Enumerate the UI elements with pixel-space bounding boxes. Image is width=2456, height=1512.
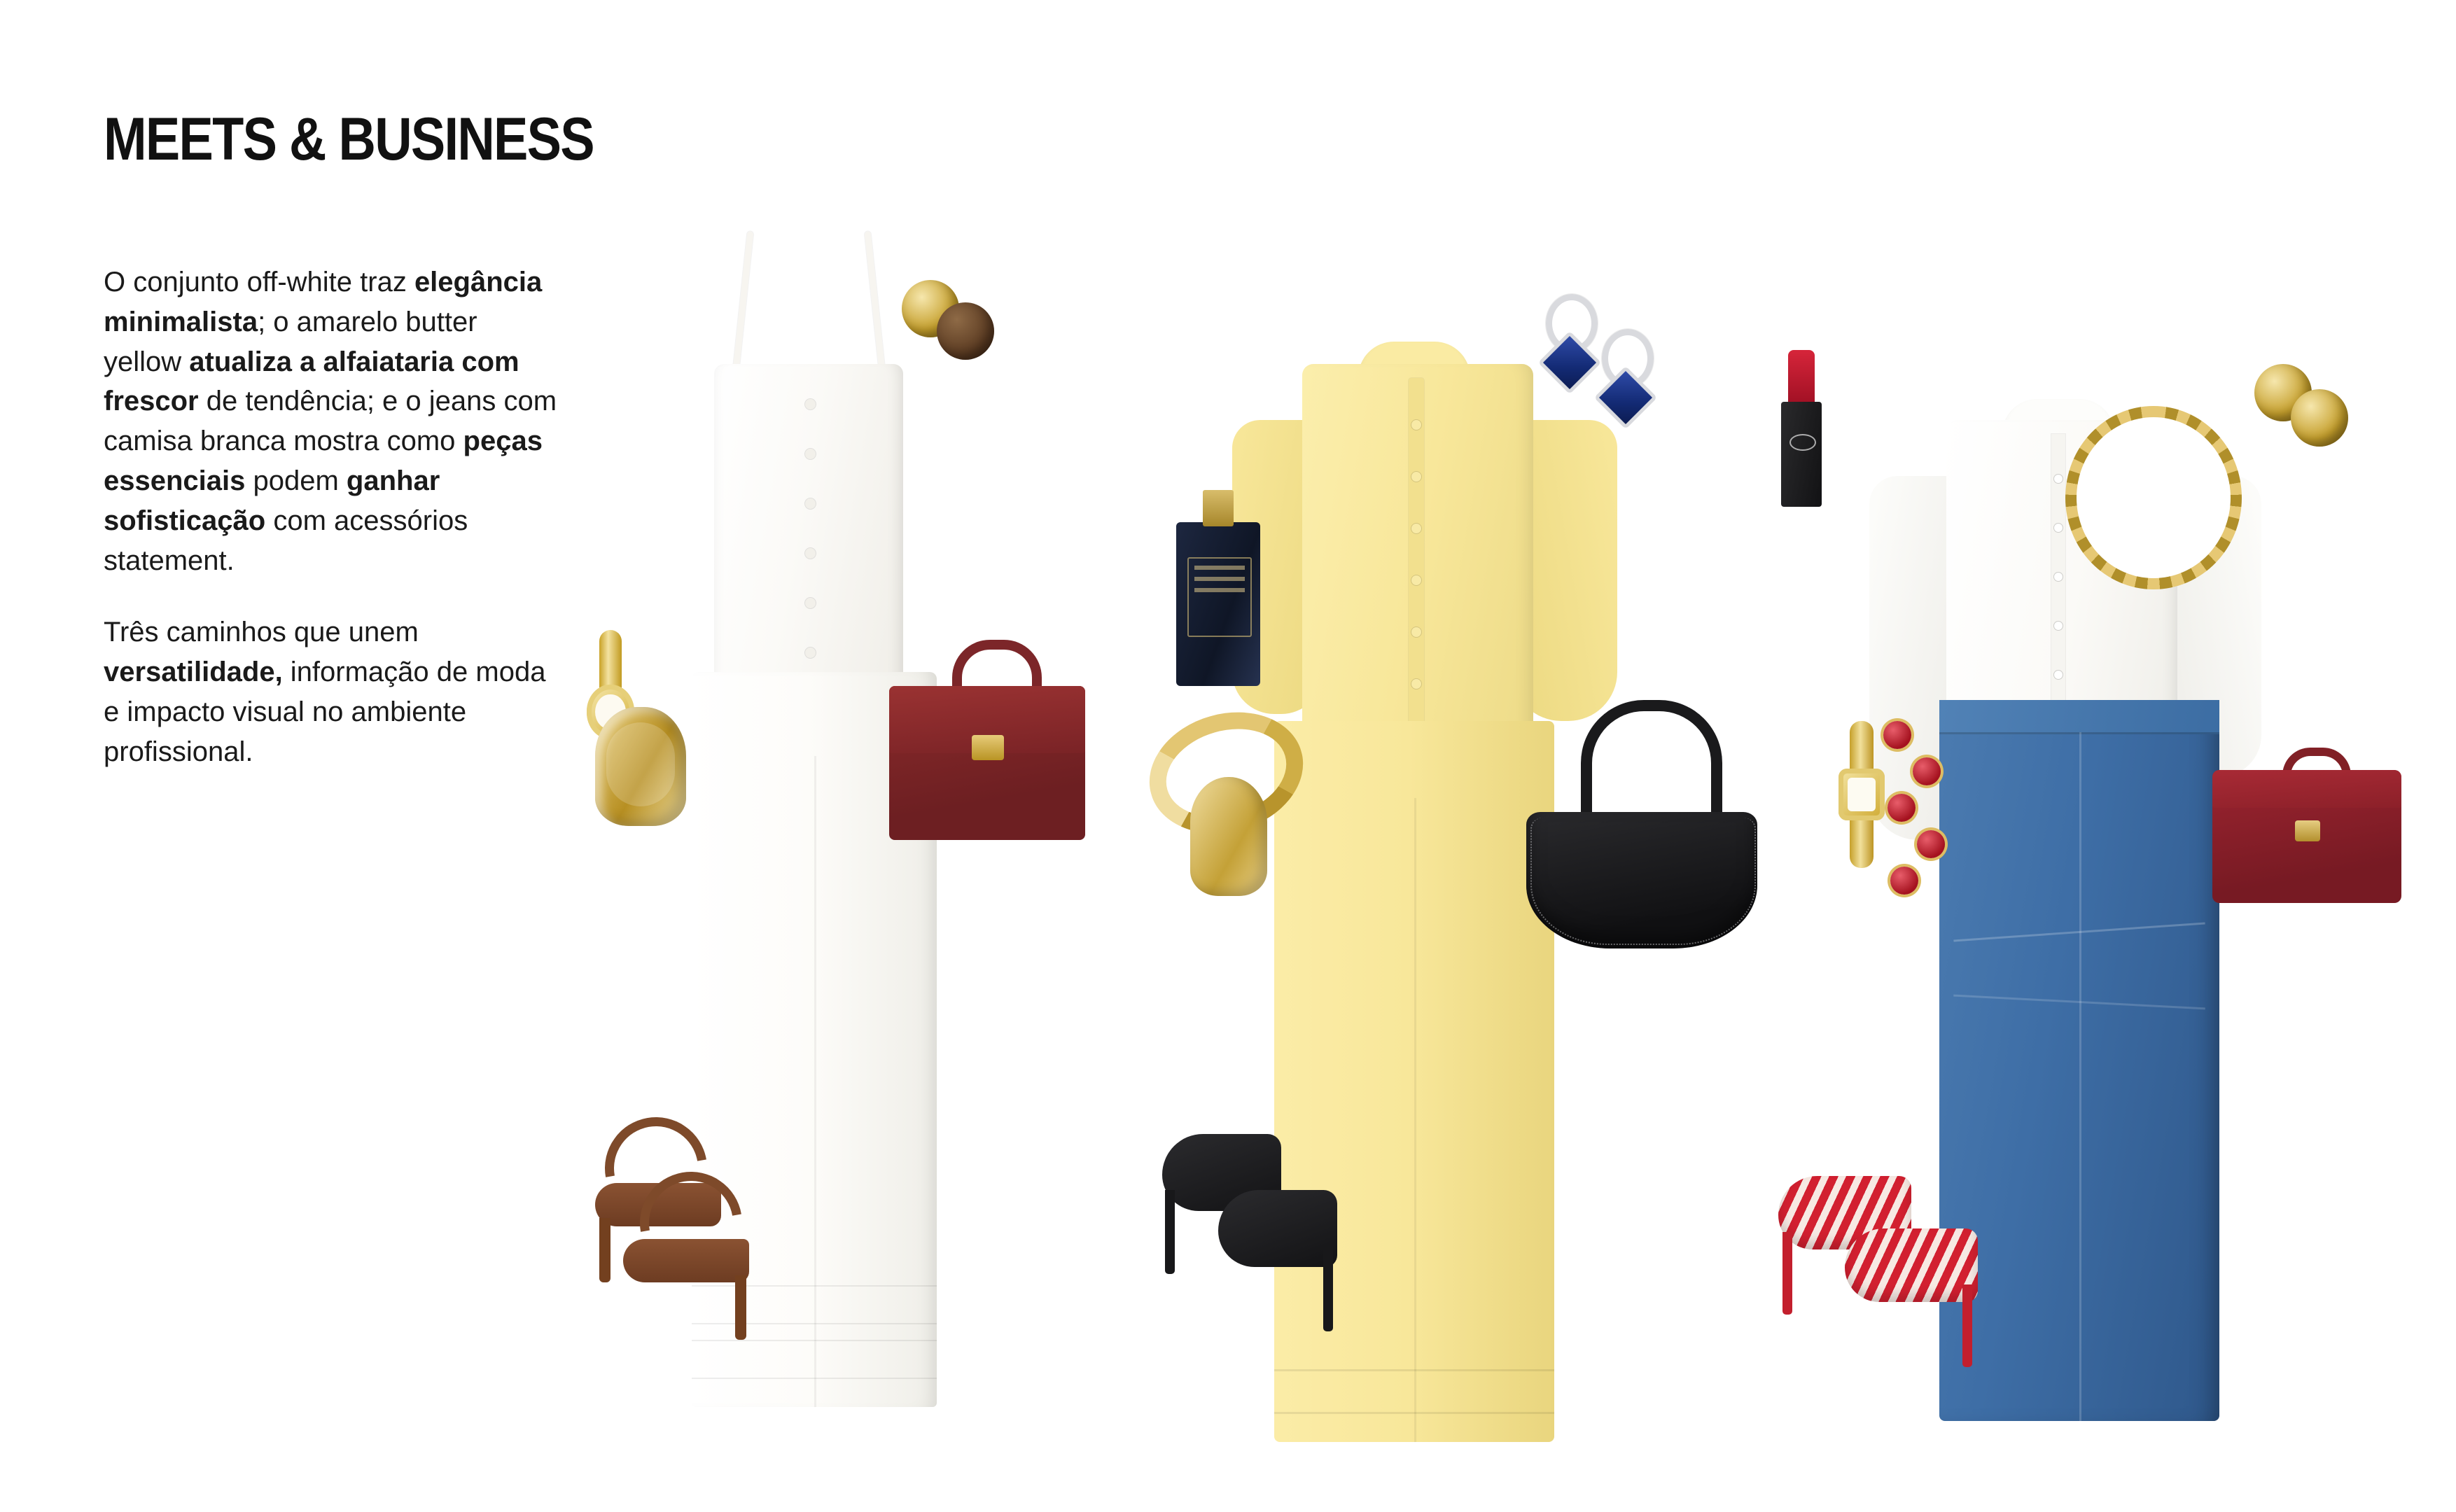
- black-studded-shoulder-bag: [1526, 700, 1757, 973]
- perfume-bottle: [1176, 490, 1260, 686]
- copy-paragraph-2: [104, 612, 559, 771]
- gold-chain-necklace: [2065, 406, 2242, 589]
- copy-segment-bold: ganhar sofisticação: [104, 465, 440, 536]
- red-motif-bracelet: [1876, 721, 1967, 903]
- copy-segment: podem: [245, 465, 347, 496]
- copy-segment: O conjunto off-white traz: [104, 267, 414, 298]
- copy-segment: informação de moda e impacto visual no ambiente profissional.: [104, 657, 546, 767]
- blue-jeans: [1939, 700, 2219, 1421]
- page-title: MEETS & BUSINESS: [104, 106, 594, 173]
- outfit-collage: [574, 0, 2456, 1512]
- copy-paragraph-1: [104, 262, 559, 580]
- gold-cuff-bracelet: [595, 707, 686, 826]
- copy-segment: com acessórios statement.: [104, 505, 468, 576]
- look-off-white: [574, 0, 1120, 1512]
- white-camisole-strap-left: [733, 231, 754, 371]
- red-lipstick: [1778, 350, 1824, 504]
- burgundy-structured-bag: [889, 630, 1085, 840]
- body-copy: [104, 262, 559, 772]
- gold-knot-earring-right: [937, 302, 994, 360]
- copy-segment: de tendência; e o jeans com camisa branca mostra como: [104, 386, 557, 457]
- copy-segment-bold: peças essenciais: [104, 426, 543, 496]
- white-camisole-strap-right: [865, 231, 886, 371]
- yellow-shirt-buttons: [1409, 378, 1424, 728]
- copy-segment: Três caminhos que unem: [104, 617, 419, 648]
- copy-segment-bold: elegância minimalista: [104, 267, 543, 337]
- red-top-handle-bag: [2212, 742, 2401, 903]
- copy-segment-bold: versatilidade,: [104, 657, 283, 688]
- gold-bangle-cuff: [1190, 777, 1267, 896]
- look-denim: [1764, 0, 2380, 1512]
- white-camisole-buttons: [805, 399, 816, 672]
- copy-segment: ; o amarelo butter yellow: [104, 306, 477, 377]
- look-butter-yellow: [1148, 0, 1736, 1512]
- yellow-wide-trousers: [1274, 721, 1554, 1442]
- gold-knot-earring-right: [2291, 389, 2348, 447]
- copy-segment-bold: atualiza a alfaiataria com frescor: [104, 346, 519, 417]
